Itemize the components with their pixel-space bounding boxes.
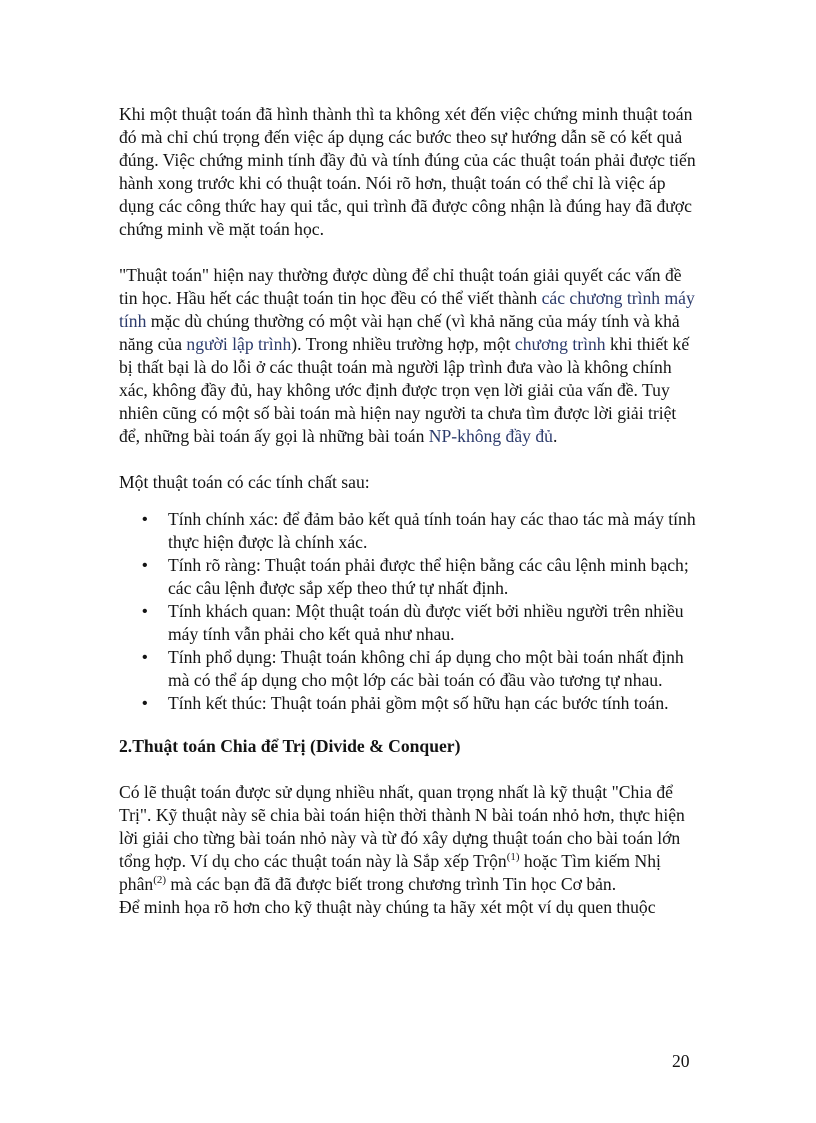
paragraph-example-intro: Để minh họa rõ hơn cho kỹ thuật này chúng ta hãy xét một ví dụ quen thuộc — [119, 897, 656, 917]
list-item: • Tính phổ dụng: Thuật toán không chỉ áp dụng cho một bài toán nhất định mà có thể áp dụng cho một lớp các bài toán có đầu vào tương tự nhau. — [168, 646, 699, 692]
link-np-incomplete[interactable]: NP-không đầy đủ — [428, 426, 553, 446]
footnote-ref-1[interactable]: (1) — [506, 851, 520, 863]
paragraph-algorithm-definition — [119, 264, 699, 448]
list-item: • Tính khách quan: Một thuật toán dù được viết bởi nhiều người trên nhiều máy tính vẫn phải cho kết quả như nhau. — [168, 600, 699, 646]
text-segment: hoặc Tìm kiếm Nhị phân — [119, 851, 661, 894]
page-number: 20 — [672, 1051, 690, 1071]
properties-list — [119, 508, 699, 715]
text-segment: khi thiết kế bị thất bại là do lỗi ở các thuật toán mà người lập trình đưa vào là không chính xác, không đầy đủ, hay không ước định được trọn vẹn lời giải của vấn đề. Tuy nhiên cũng có một số bài toán mà hiện nay người ta chưa tìm được lời giải triệt để, những bài toán ấy gọi là những bài toán — [119, 334, 690, 446]
list-item: • Tính kết thúc: Thuật toán phải gồm một số hữu hạn các bước tính toán. — [168, 692, 699, 715]
paragraph-properties-intro: Một thuật toán có các tính chất sau: — [119, 472, 370, 492]
text-segment: . — [552, 426, 558, 446]
text-segment: mà các bạn đã đã được biết trong chương trình Tin học Cơ bản. — [166, 874, 617, 894]
text-segment: ). Trong nhiều trường hợp, một — [291, 334, 515, 354]
paragraph-divide-conquer — [119, 781, 699, 896]
list-item: • Tính rõ ràng: Thuật toán phải được thể hiện bằng các câu lệnh minh bạch; các câu lệnh được sắp xếp theo thứ tự nhất định. — [168, 554, 699, 600]
link-computer-programs[interactable]: các chương trình máy tính — [119, 288, 695, 331]
section-heading: 2.Thuật toán Chia để Trị (Divide & Conquer) — [119, 736, 461, 756]
text-segment: "Thuật toán" hiện nay thường được dùng để chỉ thuật toán giải quyết các vấn đề tin học. Hầu hết các thuật toán tin học đều có thể viết thành — [119, 265, 682, 308]
text-segment: Có lẽ thuật toán được sử dụng nhiều nhất, quan trọng nhất là kỹ thuật "Chia để Trị". Kỹ thuật này sẽ chia bài toán hiện thời thành N bài toán nhỏ hơn, thực hiện lời giải cho từng bài toán nhỏ này và từ đó xây dựng thuật toán cho bài toán lớn tổng hợp. Ví dụ cho các thuật toán này là Sắp xếp Trộn — [119, 782, 685, 871]
paragraph-algorithm-proof: Khi một thuật toán đã hình thành thì ta không xét đến việc chứng minh thuật toán đó mà chỉ chú trọng đến việc áp dụng các bước theo sự hướng dẫn sẽ có kết quả đúng. Việc chứng minh tính đầy đủ và tính đúng của các thuật toán phải được tiến hành xong trước khi có thuật toán. Nói rõ hơn, thuật toán có thể chỉ là việc áp dụng các công thức hay qui tắc, qui trình đã được công nhận là đúng hay đã được chứng minh về mặt toán học. — [119, 104, 696, 239]
link-program[interactable]: chương trình — [514, 334, 606, 354]
list-item: • Tính chính xác: để đảm bảo kết quả tính toán hay các thao tác mà máy tính thực hiện được là chính xác. — [168, 508, 699, 554]
page-content — [119, 103, 699, 919]
footnote-ref-2[interactable]: (2) — [153, 874, 167, 886]
link-programmer[interactable]: người lập trình — [186, 334, 292, 354]
text-segment: mặc dù chúng thường có một vài hạn chế (vì khả năng của máy tính và khả năng của — [119, 311, 680, 354]
